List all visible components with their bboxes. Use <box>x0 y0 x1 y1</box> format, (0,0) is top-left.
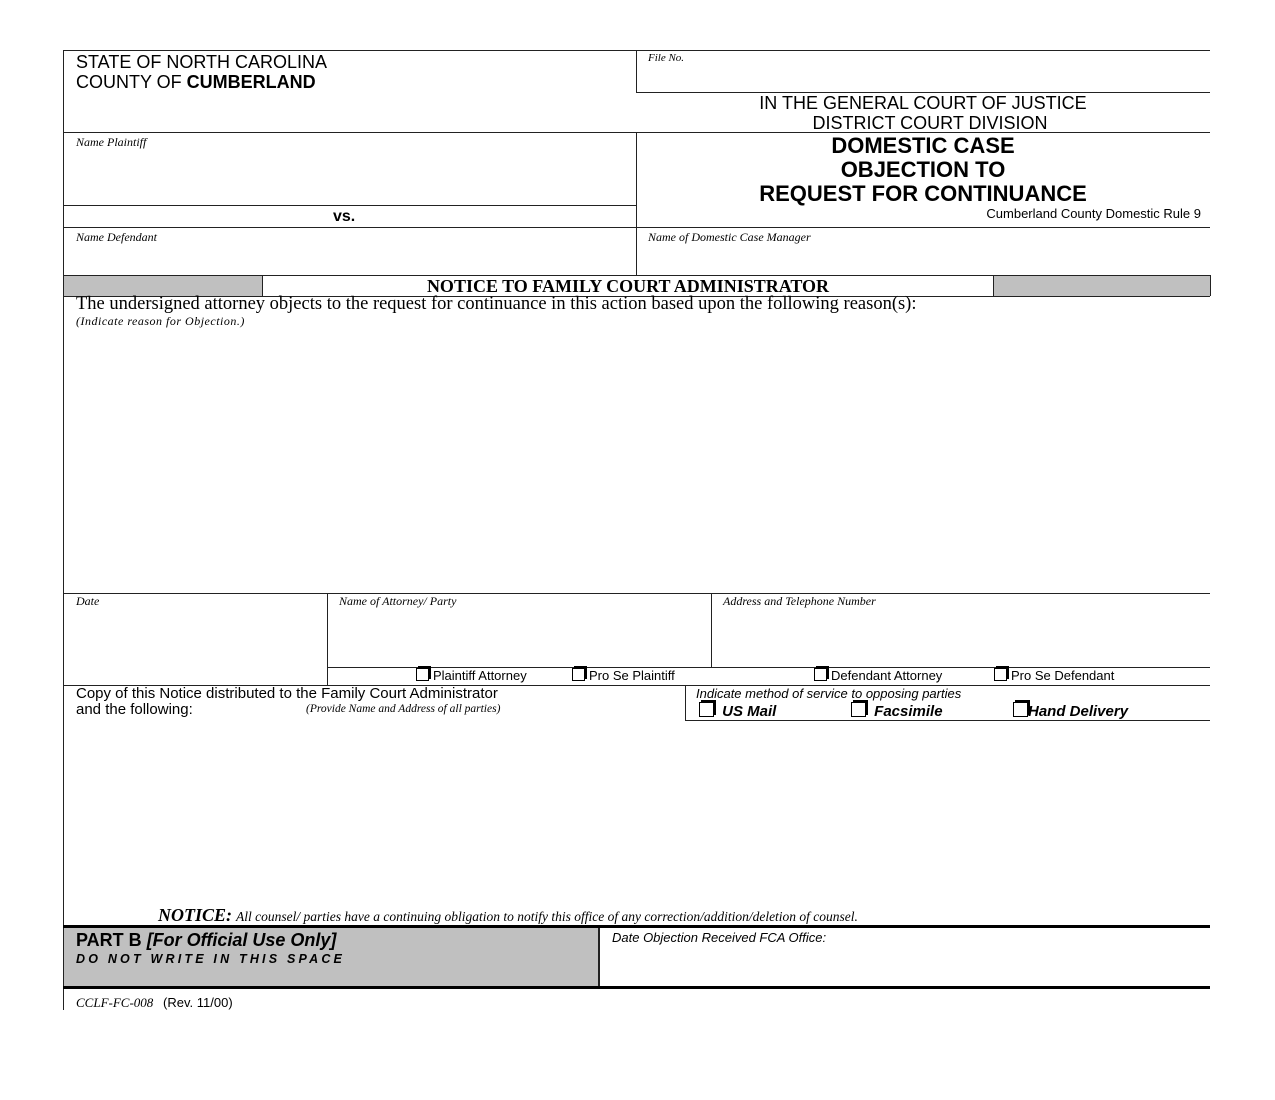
vs-label: vs. <box>333 208 356 225</box>
method-label: US Mail <box>722 703 777 720</box>
part-b-label: PART B <box>76 930 142 950</box>
title-line-3: REQUEST FOR CONTINUANCE <box>759 181 1087 206</box>
county-prefix: COUNTY OF <box>76 72 187 92</box>
official-use-label: [For Official Use Only] <box>146 930 337 950</box>
rule-reference: Cumberland County Domestic Rule 9 <box>986 206 1201 221</box>
date-field[interactable] <box>66 610 324 682</box>
form-id <box>76 995 233 1011</box>
method-facsimile[interactable] <box>851 702 943 720</box>
checkbox-icon[interactable] <box>1013 702 1028 717</box>
checkbox-plaintiff-attorney[interactable] <box>416 668 527 683</box>
title-line-1: DOMESTIC CASE <box>831 133 1015 158</box>
part-b-title <box>76 930 336 951</box>
distribution-line-1: Copy of this Notice distributed to the Family Court Administrator <box>76 685 498 702</box>
plaintiff-field[interactable] <box>66 152 632 202</box>
objection-hint: (Indicate reason for Objection.) <box>76 314 245 328</box>
address-field[interactable] <box>714 610 1208 665</box>
method-us-mail[interactable] <box>699 702 776 720</box>
case-manager-label: Name of Domestic Case Manager <box>648 230 811 244</box>
title-line-2: OBJECTION TO <box>840 157 1006 182</box>
distribution-hint: (Provide Name and Address of all parties) <box>306 703 501 715</box>
role-label: Plaintiff Attorney <box>433 668 527 683</box>
checkbox-defendant-attorney[interactable] <box>814 668 942 683</box>
checkbox-icon[interactable] <box>416 668 429 681</box>
form-number: CCLF-FC-008 <box>76 995 154 1010</box>
notice-heading: NOTICE TO FAMILY COURT ADMINISTRATOR <box>426 276 830 296</box>
objection-reason-field[interactable] <box>66 332 1206 590</box>
checkbox-icon[interactable] <box>699 702 714 717</box>
method-hand-delivery[interactable] <box>1013 702 1128 720</box>
file-no-label: File No. <box>648 52 685 64</box>
defendant-label: Name Defendant <box>76 230 157 244</box>
service-label: Indicate method of service to opposing parties <box>696 686 962 701</box>
continuing-obligation-notice <box>158 905 858 926</box>
date-label: Date <box>76 594 100 608</box>
do-not-write-warning: DO NOT WRITE IN THIS SPACE <box>76 952 346 966</box>
address-label: Address and Telephone Number <box>723 594 876 608</box>
plaintiff-label: Name Plaintiff <box>76 135 147 149</box>
checkbox-pro-se-plaintiff[interactable] <box>572 668 675 683</box>
case-manager-field[interactable] <box>640 246 1206 273</box>
checkbox-icon[interactable] <box>851 702 866 717</box>
form-revision: (Rev. 11/00) <box>163 995 233 1010</box>
county-name: CUMBERLAND <box>186 72 316 92</box>
file-no-field[interactable] <box>640 66 1205 90</box>
notice-text: All counsel/ parties have a continuing obligation to notify this office of any correction/addition/deletion of counsel. <box>236 909 858 924</box>
distribution-line-2: and the following: <box>76 701 193 718</box>
notice-label: NOTICE: <box>158 905 233 925</box>
court-name: IN THE GENERAL COURT OF JUSTICE <box>759 93 1087 113</box>
distribution-parties-field[interactable] <box>66 724 1206 904</box>
checkbox-pro-se-defendant[interactable] <box>994 668 1114 683</box>
checkbox-icon[interactable] <box>572 668 585 681</box>
method-label: Hand Delivery <box>1028 703 1129 720</box>
method-label: Facsimile <box>874 703 943 720</box>
attorney-field[interactable] <box>330 610 708 665</box>
role-label: Defendant Attorney <box>831 668 943 683</box>
state-name: STATE OF NORTH CAROLINA <box>76 52 328 72</box>
objection-statement: The undersigned attorney objects to the request for continuance in this action based upon the following reason(s): <box>76 294 917 314</box>
defendant-field[interactable] <box>66 246 632 273</box>
county-line <box>76 72 316 93</box>
role-label: Pro Se Plaintiff <box>589 668 675 683</box>
attorney-label: Name of Attorney/ Party <box>339 594 457 608</box>
role-label: Pro Se Defendant <box>1011 668 1115 683</box>
checkbox-icon[interactable] <box>994 668 1007 681</box>
court-division: DISTRICT COURT DIVISION <box>812 113 1048 133</box>
received-date-label: Date Objection Received FCA Office: <box>612 930 827 945</box>
checkbox-icon[interactable] <box>814 668 827 681</box>
